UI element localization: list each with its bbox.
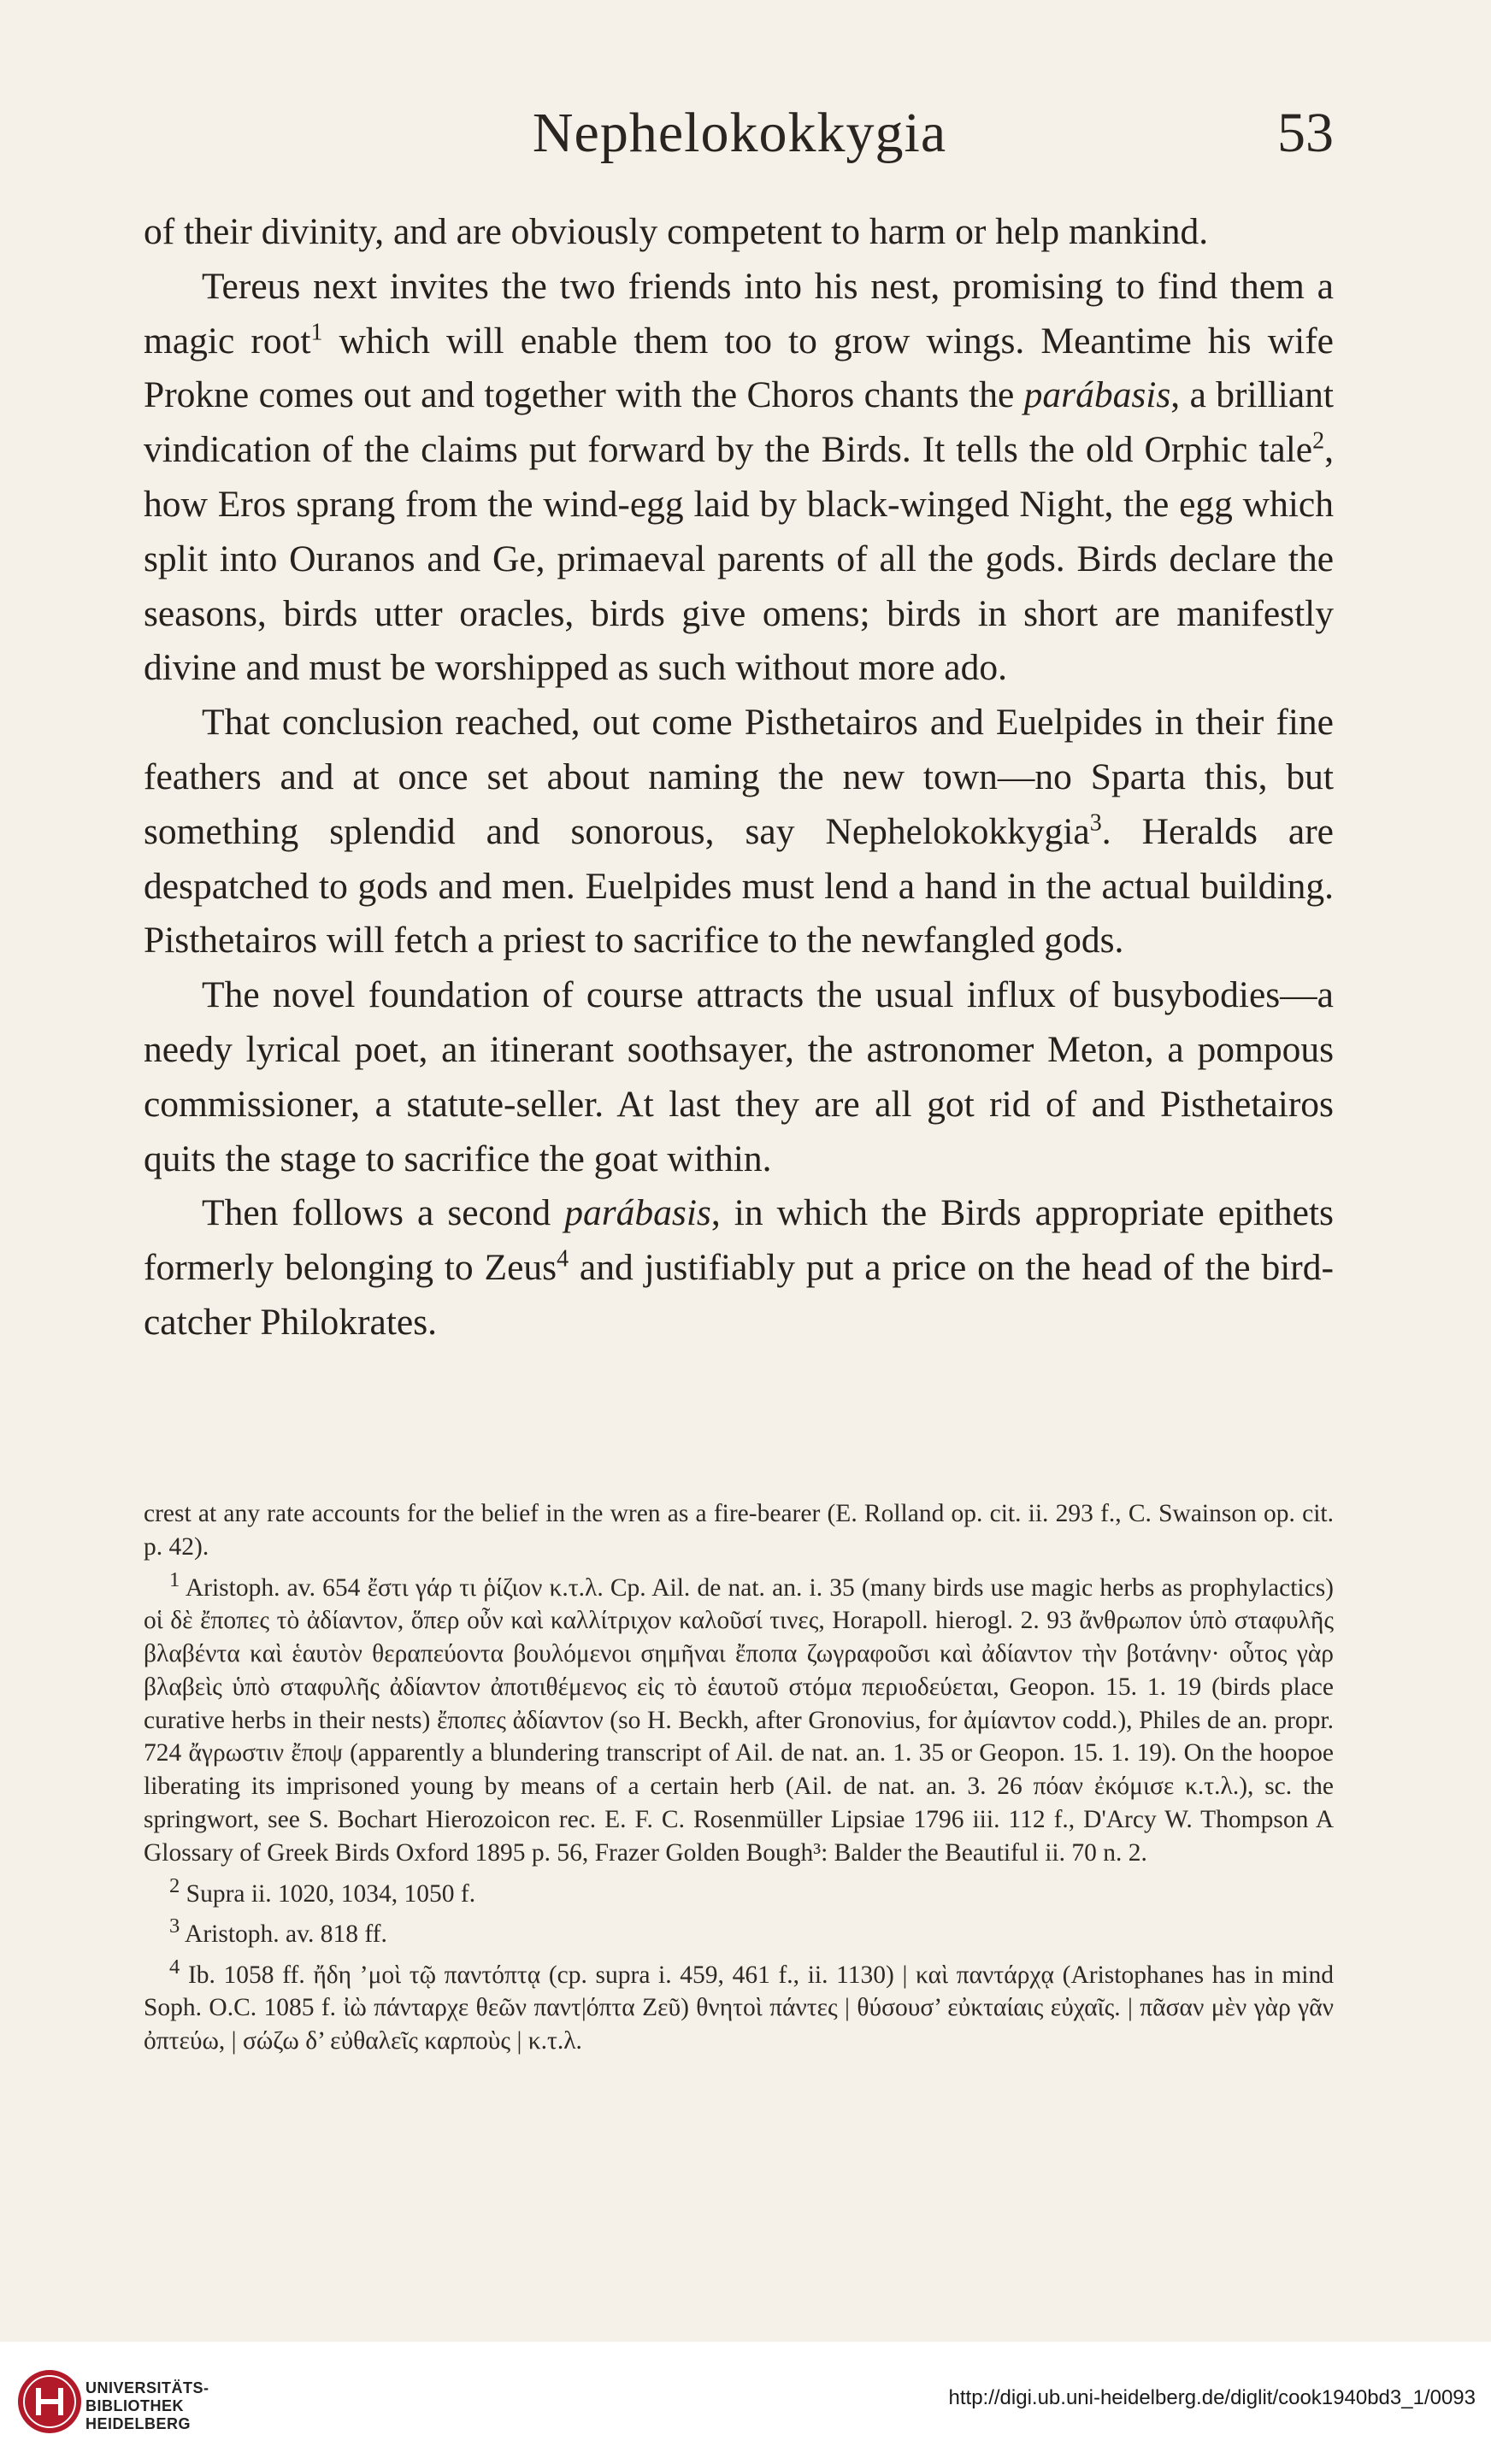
paragraph-text: Then follows a second [202,1192,565,1234]
footnote-2 [144,1870,1334,1911]
footnote-reference[interactable]: 3 [1089,809,1102,837]
paragraph [144,205,1334,260]
footnote-1 [144,1564,1334,1870]
permalink-url[interactable]: http://digi.ub.uni-heidelberg.de/diglit/cook1940bd3_1/0093 [948,2386,1476,2409]
footnote-mark: 2 [169,1873,180,1897]
footnote-reference[interactable]: 4 [557,1245,569,1273]
running-head [145,101,1334,169]
paragraph-text: Tereus next invites the two friends into his nest, promising to find them a magic root [144,265,1334,362]
footnote-mark: 1 [169,1567,180,1591]
paragraph-text: , how Eros sprang from the wind-egg laid by black-winged Night, the egg which split into Ouranos and Ge, primaeval parents of all the gods. Birds declare the seasons, birds utter oracles, birds give omens; birds in short are manifestly divine and must be worshipped as such without more ado. [144,429,1334,689]
library-name [85,2379,209,2433]
paragraph-text: , a brilliant vindication of the claims put forward by the Birds. It tells the old Orphic tale [144,374,1334,471]
page-title: Nephelokokkygia [532,102,947,164]
italic-term: parábasis [564,1192,711,1234]
paragraph-text: That conclusion reached, out come Pisthetairos and Euelpides in their fine feathers and at once set about naming the new town—no Sparta this, but something splendid and sonorous, say Nephelokokkygia [144,702,1334,852]
viewer-footer [0,2342,1491,2464]
footnotes [144,1497,1334,2058]
paragraph-text: . Heralds are despatched to gods and men. Euelpides must lend a hand in the actual building. Pisthetairos will fetch a priest to sacrifice to the newfangled gods. [144,810,1334,961]
paragraph-text: , in which the Birds appropriate epithets formerly belonging to Zeus [144,1192,1334,1289]
paragraph-text: and justifiably put a price on the head of the bird-catcher Philokrates. [144,1247,1335,1343]
footnote-mark: 3 [169,1914,180,1938]
paragraph-text: of their divinity, and are obviously competent to harm or help mankind. [144,211,1209,252]
paragraph [144,260,1334,696]
main-text [144,205,1334,1350]
footnote-text: Ib. 1058 ff. ἤδη ’μοὶ τῷ παντόπτᾳ (cp. supra i. 459, 461 f., ii. 1130) | καὶ παντάρχᾳ (Aristophanes has in mind Soph. O.C. 1085 f. ἰὼ πάνταρχε θεῶν παντ|όπτα Ζεῦ) θνητοὶ πάντες | θύσουσ’ εὐκταίαις εὐχαῖς. | πᾶσαν μὲν γὰρ γᾶν ὀπτεύω, | σώζω δ’ εὐθαλεῖς καρποὺς | κ.τ.λ. [144,1961,1334,2055]
italic-term: parábasis [1023,374,1171,416]
footnote-4 [144,1951,1334,2058]
library-name-line: BIBLIOTHEK [85,2397,184,2414]
footnote-text: Aristoph. av. 818 ff. [185,1920,387,1949]
paragraph [144,968,1334,1186]
library-name-line: HEIDELBERG [85,2415,192,2432]
library-seal-icon [15,2367,84,2436]
footnote-mark: 4 [169,1955,180,1979]
paragraph-text: which will enable them too to grow wings. Meantime his wife Prokne comes out and together with the Choros chants the [144,320,1334,416]
library-name-line: UNIVERSITÄTS- [85,2379,209,2396]
page-number: 53 [1277,102,1334,164]
footnote-reference[interactable]: 2 [1312,427,1325,455]
footnote-3 [144,1910,1334,1951]
paragraph [144,1186,1334,1350]
footnote-text: Aristoph. av. 654 ἔστι γάρ τι ῥίζιον κ.τ.λ. Cp. Ail. de nat. an. i. 35 (many birds use magic herbs as prophylactics) οἱ δὲ ἔποπες τὸ ἀδίαντον, ὅπερ οὖν καὶ καλλίτριχον καλοῦσί τινες, Horapoll. hierogl. 2. 93 ἄνθρωπον ὑπὸ σταφυλῆς βλαβέντα καὶ ἑαυτὸν θεραπεύοντα βουλόμενοι σημῆναι ἔποπα ζωγραφοῦσι καὶ ἀδίαντον τὴν βοτάνην· οὗτος γὰρ βλαβεὶς ὑπὸ σταφυλῆς ἀδίαντον ἀποτιθέμενος εἰς τὸ ἑαυτοῦ στόμα περιοδεύεται, Geopon. 15. 1. 19 (birds place curative herbs in their nests) ἔποπες ἀδίαντον (so H. Beckh, after Gronovius, for ἀμίαντον codd.), Philes de an. propr. 724 ἄγρωστιν ἔποψ (apparently a blundering transcript of Ail. de nat. an. 1. 35 or Geopon. 15. 1. 19). On the hoopoe liberating its imprisoned young by means of a certain herb (Ail. de nat. an. 3. 26 πόαν ἐκόμισε κ.τ.λ.), sc. the springwort, see S. Bochart Hierozoicon rec. E. F. C. Rosenmüller Lipsiae 1796 iii. 112 f., D'Arcy W. Thompson A Glossary of Greek Birds Oxford 1895 p. 56, Frazer Golden Bough³: Balder the Beautiful ii. 70 n. 2. [144,1573,1335,1867]
footnote-reference[interactable]: 1 [310,319,323,346]
paragraph [144,696,1334,968]
footnote-text: Supra ii. 1020, 1034, 1050 f. [186,1879,476,1908]
footnote-continuation: crest at any rate accounts for the belief in the wren as a fire-bearer (E. Rolland op. cit. ii. 293 f., C. Swainson op. cit. p. 42). [144,1500,1334,1561]
paragraph-text: The novel foundation of course attracts the usual influx of busybodies—a needy lyrical poet, an itinerant soothsayer, the astronomer Meton, a pompous commissioner, a statute-seller. At last they are all got rid of and Pisthetairos quits the stage to sacrifice the goat within. [144,974,1334,1179]
